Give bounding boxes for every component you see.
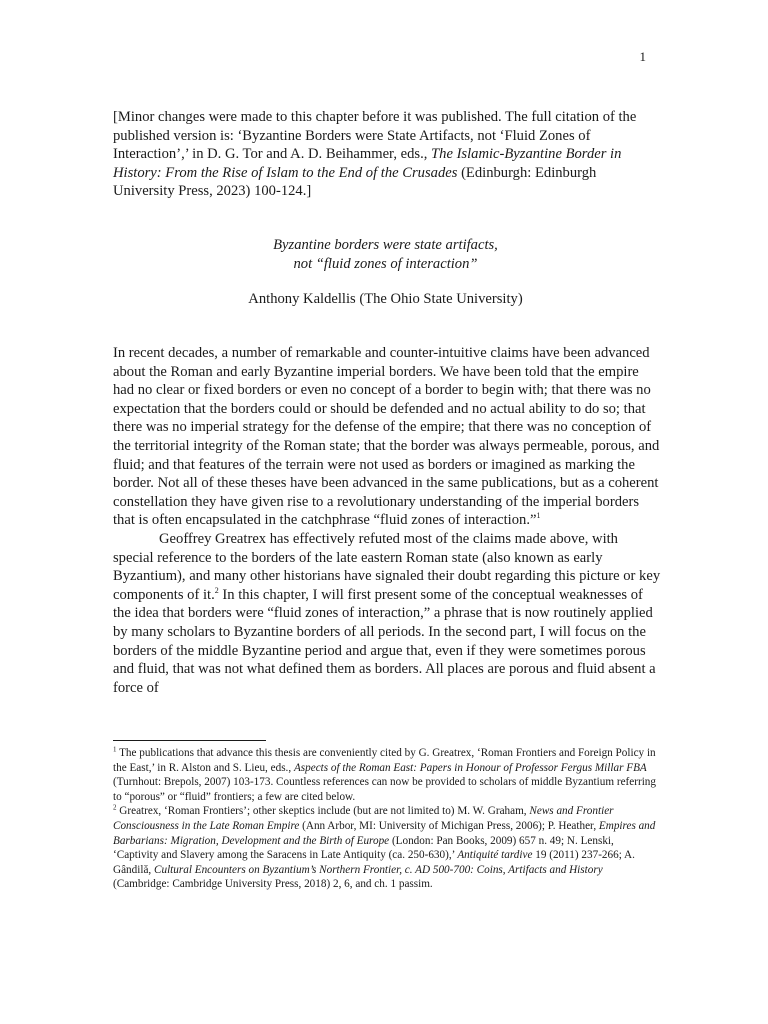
paragraph-2-text-a: Geoffrey Greatrex has effectively refuted most of the claims made above, with special reference to the borders of the late eastern Roman state (also known as early Byzantium), and many other historians have signaled their doubt regarding this picture or key components of it. xyxy=(113,530,661,603)
footnote-2-text-e: (Cambridge: Cambridge University Press, 2018) 2, 6, and ch. 1 passim. xyxy=(113,878,433,891)
chapter-title xyxy=(113,236,658,273)
footnote-ref-1[interactable]: 1 xyxy=(536,511,541,521)
publication-note xyxy=(113,108,658,201)
chapter-title-line-2: not “fluid zones of interaction” xyxy=(293,255,478,272)
paragraph-1 xyxy=(113,344,661,530)
book-title: The Islamic-Byzantine Border in History: From the Rise of Islam to the End of the Crusades xyxy=(113,146,622,181)
footnote-2-text-d: 19 (2011) 237-266; A. Gândilă, xyxy=(113,849,635,876)
footnote-1-text-b: (Turnhout: Brepols, 2007) 103-173. Countless references can now be provided to scholars of middle Byzantium referring to “porous” or “fluid” frontiers; a few are cited below. xyxy=(113,776,656,803)
body-text xyxy=(113,344,661,697)
paragraph-2 xyxy=(113,530,661,697)
page-number: 1 xyxy=(639,49,646,64)
paragraph-2-text-b: In this chapter, I will first present some of the conceptual weaknesses of the idea that borders were “fluid zones of interaction,” a phrase that is now routinely applied by many scholars to Byzantine borders of all periods. In the second part, I will focus on the borders of the middle Byzantine period and argue that, even if they were sometimes porous and fluid, that was not what defined them as borders. All places are porous and fluid absent a force of xyxy=(113,586,656,696)
publication-note-text: [Minor changes were made to this chapter before it was published. The full citation of the published version is: ‘Byzantine Borders were State Artifacts, not ‘Fluid Zones of Interaction’,’ in D. G. Tor and A. D. Beihammer, eds., xyxy=(113,109,637,163)
chapter-title-line-1: Byzantine borders were state artifacts, xyxy=(273,237,498,253)
footnote-ref-2[interactable]: 2 xyxy=(214,585,219,595)
footnote-separator xyxy=(113,740,266,741)
author-line: Anthony Kaldellis (The Ohio State University) xyxy=(248,291,523,307)
footnote-2-title-1: News and Frontier Consciousness in the Late Roman Empire xyxy=(113,805,614,832)
footnote-2-title-4: Cultural Encounters on Byzantium’s Northern Frontier, c. AD 500-700: Coins, Artifacts and History xyxy=(154,863,603,876)
footnote-1-title-1: Aspects of the Roman East: Papers in Honour of Professor Fergus Millar FBA xyxy=(293,761,647,774)
publication-note-details: (Edinburgh: Edinburgh University Press, 2023) 100-124.] xyxy=(113,164,597,200)
footnote-2-text-a: Greatrex, ‘Roman Frontiers’; other skeptics include (but are not limited to) M. W. Graham, xyxy=(116,805,530,818)
footnote-2-title-2: Empires and Barbarians: Migration, Development and the Birth of Europe xyxy=(113,819,656,847)
footnote-2-text-c: (London: Pan Books, 2009) 657 n. 49; N. Lenski, ‘Captivity and Slavery among the Saracens in Late Antiquity (ca. 250-630),’ xyxy=(113,834,614,862)
footnote-1-number: 1 xyxy=(113,745,117,754)
footnote-2-title-3: Antiquité tardive xyxy=(457,849,533,862)
footnote-2-text-b: (Ann Arbor, MI: University of Michigan Press, 2006); P. Heather, xyxy=(299,819,599,832)
paragraph-1-text: In recent decades, a number of remarkable and counter-intuitive claims have been advanced about the Roman and early Byzantine imperial borders. We have been told that the empire had no clear or fixed borders or even no concept of a border to begin with; that there was no expectation that the borders could or should be defended and no actual ability to do so; that there was no imperial strategy for the defense of the empire; that there was no conception of the territorial integrity of the Roman state; that the border was always permeable, porous, and fluid; and that features of the terrain were not used as borders or imagined as marking the border. Not all of these theses have been advanced in the same publications, but as a coherent constellation they have given rise to a revolutionary understanding of the imperial borders that is often encapsulated in the catchphrase “fluid zones of interaction.” xyxy=(113,345,660,529)
footnote-1 xyxy=(113,746,661,804)
footnotes xyxy=(113,746,661,892)
footnote-2-number: 2 xyxy=(113,803,117,812)
footnote-2 xyxy=(113,804,661,892)
footnote-1-text-a: The publications that advance this thesis are conveniently cited by G. Greatrex, ‘Roman Frontiers and Foreign Policy in the East,’ in R. Alston and S. Lieu, eds., xyxy=(113,747,656,774)
